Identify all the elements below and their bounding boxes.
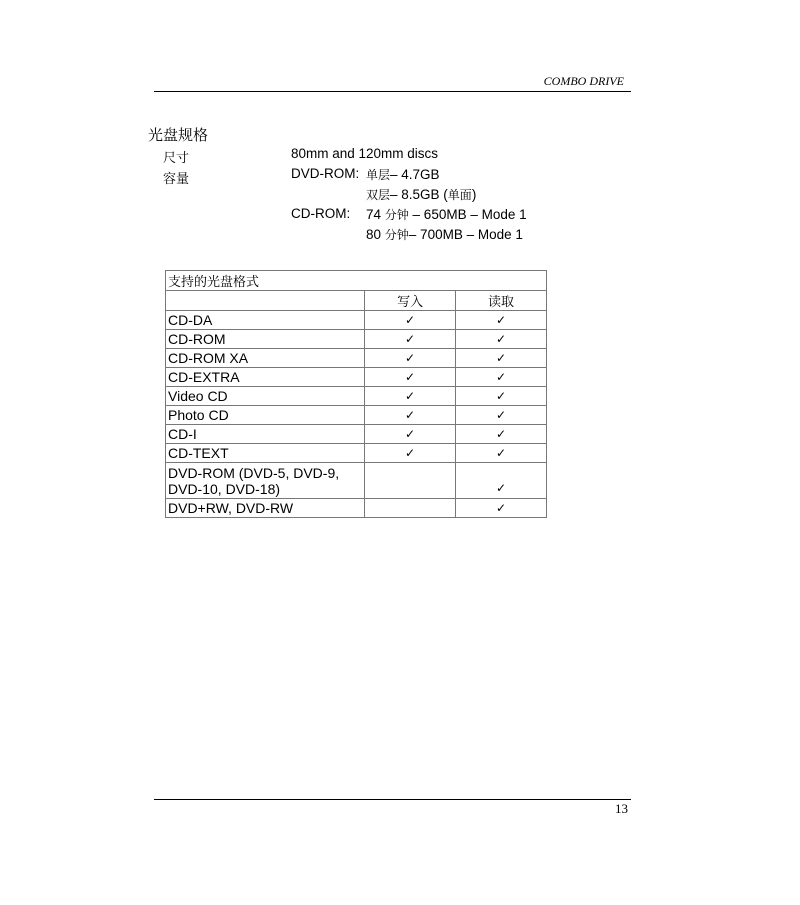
write-check-cell — [365, 406, 456, 425]
format-rows — [166, 311, 547, 518]
table-caption: 支持的光盘格式 — [166, 271, 547, 291]
read-check-cell — [456, 499, 547, 518]
capacity-label: 容量 — [163, 172, 190, 187]
read-check-cell — [456, 330, 547, 349]
footer-rule — [154, 799, 631, 800]
col-write-header: 写入 — [365, 291, 456, 311]
read-check-cell — [456, 463, 547, 499]
check-icon: ✓ — [495, 351, 507, 365]
cd-80-value: – 700MB – Mode 1 — [408, 227, 523, 242]
cd-rom-80min — [366, 226, 523, 243]
cd-rom-label: CD-ROM: — [291, 206, 351, 221]
check-icon: ✓ — [405, 332, 416, 346]
cd-80-unit: 分钟 — [384, 228, 409, 242]
format-name: CD-EXTRA — [166, 368, 365, 387]
write-check-cell — [365, 425, 456, 444]
format-name: DVD+RW, DVD-RW — [166, 499, 365, 518]
cd-74-unit: 分钟 — [384, 208, 409, 222]
format-name: CD-I — [166, 425, 365, 444]
table-row — [166, 311, 547, 330]
header-rule — [154, 91, 631, 92]
check-icon: ✓ — [495, 313, 507, 327]
write-check-cell — [365, 349, 456, 368]
table-row — [166, 406, 547, 425]
write-check-cell — [365, 463, 456, 499]
table-row — [166, 368, 547, 387]
check-icon: ✓ — [405, 389, 416, 403]
header-blank — [166, 291, 365, 311]
table-row — [166, 349, 547, 368]
page-number: 13 — [615, 801, 628, 816]
write-check-cell — [365, 330, 456, 349]
table-row — [166, 463, 547, 499]
dvd-double-close: ) — [471, 187, 477, 202]
read-check-cell — [456, 311, 547, 330]
size-label: 尺寸 — [163, 151, 190, 166]
write-check-cell — [365, 387, 456, 406]
format-name: CD-TEXT — [166, 444, 365, 463]
read-check-cell — [456, 406, 547, 425]
write-check-cell — [365, 368, 456, 387]
dvd-rom-label: DVD-ROM: — [291, 166, 360, 181]
formats-table — [165, 270, 547, 518]
dvd-single-layer — [366, 166, 440, 183]
check-icon: ✓ — [405, 313, 416, 327]
check-icon: ✓ — [495, 332, 507, 346]
read-check-cell — [456, 387, 547, 406]
format-name: DVD-ROM (DVD-5, DVD-9, DVD-10, DVD-18) — [166, 463, 365, 499]
dvd-single-prefix: 单层 — [366, 168, 391, 182]
check-icon: ✓ — [495, 481, 507, 495]
dvd-single-value: – 4.7GB — [390, 167, 440, 182]
write-check-cell — [365, 444, 456, 463]
format-name: CD-ROM XA — [166, 349, 365, 368]
read-check-cell — [456, 349, 547, 368]
read-check-cell — [456, 425, 547, 444]
table-row — [166, 330, 547, 349]
format-name: Photo CD — [166, 406, 365, 425]
check-icon: ✓ — [405, 427, 416, 441]
cd-74-value: – 650MB – Mode 1 — [408, 207, 527, 222]
section-title: 光盘规格 — [148, 126, 209, 144]
size-value: 80mm and 120mm discs — [291, 146, 439, 161]
write-check-cell — [365, 499, 456, 518]
read-check-cell — [456, 368, 547, 387]
dvd-double-value: – 8.5GB ( — [390, 187, 448, 202]
cd-rom-74min — [366, 206, 527, 223]
read-check-cell — [456, 444, 547, 463]
check-icon: ✓ — [405, 351, 416, 365]
table-row — [166, 387, 547, 406]
check-icon: ✓ — [495, 501, 507, 515]
format-name: CD-ROM — [166, 330, 365, 349]
check-icon: ✓ — [495, 370, 507, 384]
running-header: COMBO DRIVE — [543, 74, 624, 88]
check-icon: ✓ — [405, 408, 416, 422]
table-row — [166, 499, 547, 518]
write-check-cell — [365, 311, 456, 330]
dvd-double-prefix: 双层 — [366, 188, 391, 202]
cd-74-num: 74 — [366, 207, 385, 222]
format-name: CD-DA — [166, 311, 365, 330]
format-name: Video CD — [166, 387, 365, 406]
check-icon: ✓ — [495, 389, 507, 403]
check-icon: ✓ — [405, 446, 416, 460]
check-icon: ✓ — [495, 427, 507, 441]
check-icon: ✓ — [495, 408, 507, 422]
cd-80-num: 80 — [366, 227, 385, 242]
col-read-header: 读取 — [456, 291, 547, 311]
dvd-double-layer — [366, 186, 476, 203]
table-row — [166, 425, 547, 444]
table-row — [166, 444, 547, 463]
check-icon: ✓ — [495, 446, 507, 460]
dvd-double-side: 单面 — [447, 188, 472, 202]
check-icon: ✓ — [405, 370, 416, 384]
